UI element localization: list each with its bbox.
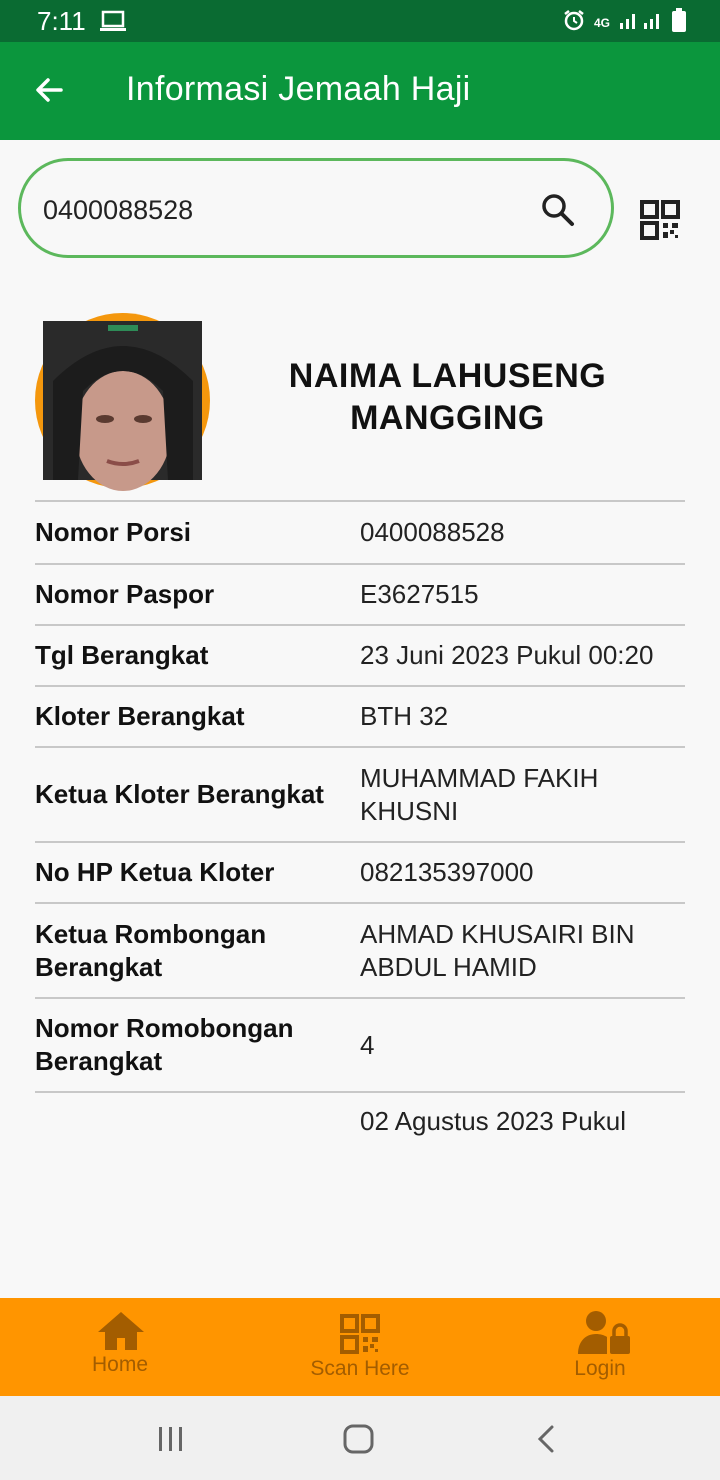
qr-code-icon bbox=[340, 1314, 380, 1359]
home-button-icon[interactable] bbox=[343, 1424, 375, 1459]
row-label: Ketua Rombongan Berangkat bbox=[35, 918, 267, 982]
table-row bbox=[35, 1091, 685, 1151]
page-title: Informasi Jemaah Haji bbox=[126, 70, 471, 108]
search-input[interactable] bbox=[41, 189, 525, 231]
alarm-icon bbox=[562, 8, 586, 37]
nav-scan[interactable] bbox=[240, 1298, 480, 1396]
app-bar bbox=[0, 42, 720, 140]
table-row bbox=[35, 746, 685, 841]
avatar bbox=[35, 313, 210, 488]
row-value: MUHAMMAD FAKIH KHUSNI bbox=[360, 762, 599, 826]
nav-home-label: Home bbox=[91, 1353, 149, 1376]
table-row bbox=[35, 902, 685, 997]
signal-icon bbox=[618, 9, 664, 36]
row-value: 02 Agustus 2023 Pukul bbox=[360, 1106, 626, 1136]
laptop-icon bbox=[100, 10, 126, 37]
table-row bbox=[35, 500, 685, 563]
table-row bbox=[35, 624, 685, 685]
row-label: Kloter Berangkat bbox=[35, 701, 245, 731]
status-time: 7:11 bbox=[37, 6, 86, 36]
search-box bbox=[18, 158, 614, 258]
row-label: Nomor Porsi bbox=[35, 517, 192, 547]
nav-login[interactable] bbox=[480, 1298, 720, 1396]
user-lock-icon bbox=[578, 1310, 634, 1361]
status-icons bbox=[562, 8, 686, 37]
row-label: No HP Ketua Kloter bbox=[35, 857, 275, 887]
back-arrow-icon[interactable] bbox=[33, 74, 65, 106]
nav-home[interactable] bbox=[0, 1298, 240, 1396]
table-row bbox=[35, 997, 685, 1091]
row-label: Ketua Kloter Berangkat bbox=[35, 779, 324, 809]
row-label: Nomor Romobongan Berangkat bbox=[35, 1013, 294, 1076]
row-value: AHMAD KHUSAIRI BIN ABDUL HAMID bbox=[360, 918, 635, 982]
row-value: 082135397000 bbox=[360, 857, 534, 887]
person-name: NAIMA LAHUSENG MANGGING bbox=[288, 357, 607, 437]
table-row bbox=[35, 841, 685, 902]
row-value: BTH 32 bbox=[360, 701, 449, 731]
back-button-icon[interactable] bbox=[535, 1424, 557, 1459]
row-value: 4 bbox=[360, 1029, 375, 1060]
row-label: Tgl Berangkat bbox=[35, 640, 209, 670]
nav-scan-label: Scan Here bbox=[310, 1357, 410, 1380]
table-row bbox=[35, 563, 685, 624]
qr-scan-icon[interactable] bbox=[640, 200, 680, 240]
row-value: 23 Juni 2023 Pukul 00:20 bbox=[360, 640, 654, 670]
info-table bbox=[35, 500, 685, 1136]
status-bar bbox=[0, 0, 720, 42]
network-label: 4G bbox=[593, 15, 610, 30]
nav-login-label: Login bbox=[574, 1357, 626, 1380]
recent-apps-icon[interactable] bbox=[157, 1426, 185, 1457]
table-row bbox=[35, 685, 685, 746]
row-value: 0400088528 bbox=[360, 517, 505, 547]
row-value: E3627515 bbox=[360, 579, 479, 609]
bottom-nav bbox=[0, 1298, 720, 1396]
search-icon[interactable] bbox=[538, 190, 578, 230]
row-label: Nomor Paspor bbox=[35, 579, 215, 609]
profile-photo bbox=[43, 321, 202, 480]
system-nav-bar bbox=[0, 1396, 720, 1480]
home-icon bbox=[96, 1310, 146, 1357]
battery-icon bbox=[672, 8, 686, 37]
